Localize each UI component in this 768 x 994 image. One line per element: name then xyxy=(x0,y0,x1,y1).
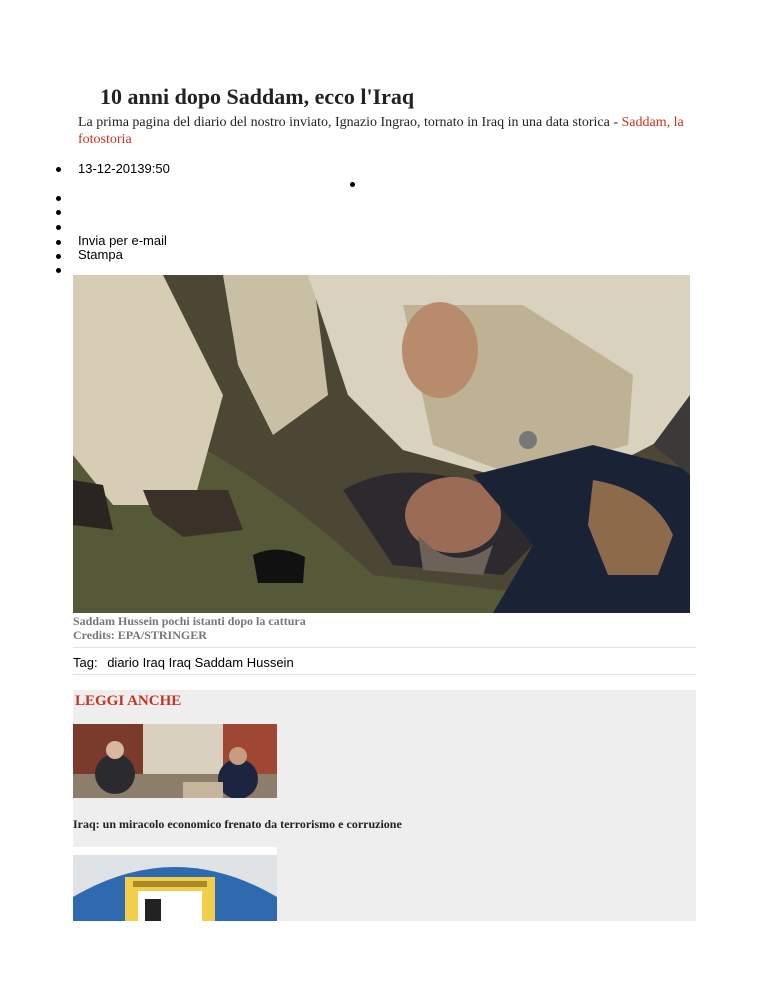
share-bullet[interactable] xyxy=(56,210,61,215)
tag-link[interactable]: Saddam Hussein xyxy=(194,655,294,670)
related-heading: LEGGI ANCHE xyxy=(75,693,182,709)
building-photo-image xyxy=(73,847,277,921)
capture-photo-image xyxy=(73,275,690,613)
related-thumbnail[interactable] xyxy=(73,724,277,798)
tag-link[interactable]: diario Iraq xyxy=(107,655,166,670)
article-photo xyxy=(73,275,690,613)
share-bullet[interactable] xyxy=(56,268,61,273)
share-bullet[interactable] xyxy=(56,196,61,201)
print-link[interactable]: Stampa xyxy=(78,247,123,262)
divider xyxy=(73,647,696,648)
meeting-photo-image xyxy=(73,724,277,798)
tag-link[interactable]: Iraq xyxy=(168,655,192,670)
lead-text: La prima pagina del diario del nostro inviato, Ignazio Ingrao, tornato in Iraq in una data storica - xyxy=(78,115,622,130)
list-bullet xyxy=(56,167,61,172)
photo-caption xyxy=(73,614,306,642)
email-share-link[interactable]: Invia per e-mail xyxy=(78,233,167,248)
fotostoria-link[interactable]: Saddam, la fotostoria xyxy=(78,115,684,147)
share-bullet xyxy=(56,254,61,259)
related-articles xyxy=(73,690,696,921)
tag-label: Tag: xyxy=(73,655,98,670)
caption-credits: Credits: EPA/STRINGER xyxy=(73,628,207,642)
caption-text: Saddam Hussein pochi istanti dopo la cattura xyxy=(73,614,306,628)
divider xyxy=(73,674,696,675)
article-date: 13-12-20139:50 xyxy=(78,161,170,176)
list-bullet xyxy=(350,182,355,187)
article-lead xyxy=(78,114,698,148)
share-bullet xyxy=(56,240,61,245)
tag-list xyxy=(73,655,294,670)
share-bullet[interactable] xyxy=(56,225,61,230)
related-thumbnail[interactable] xyxy=(73,847,277,921)
article-title: 10 anni dopo Saddam, ecco l'Iraq xyxy=(100,84,415,109)
related-headline[interactable]: Iraq: un miracolo economico frenato da terrorismo e corruzione xyxy=(73,817,402,831)
